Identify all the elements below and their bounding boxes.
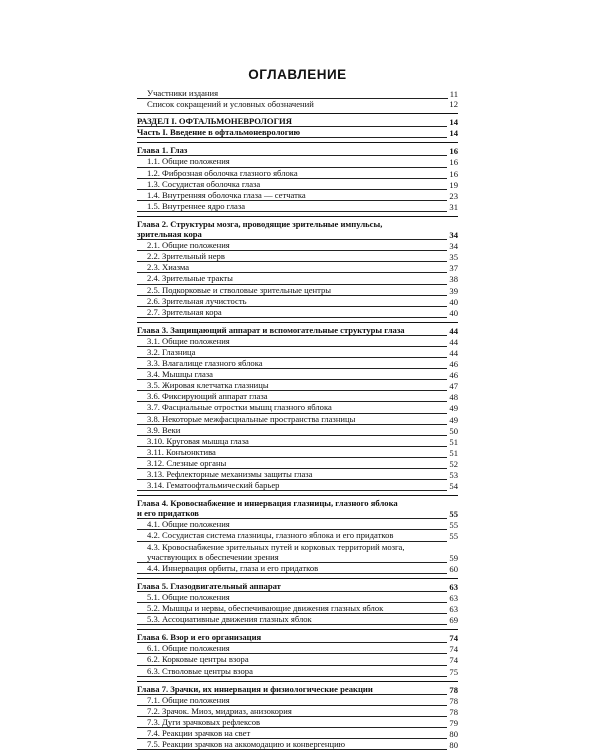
- toc-entry[interactable]: [137, 436, 458, 447]
- toc-entry-page-number: 19: [449, 179, 458, 190]
- toc-entry-title: 1.2. Фиброзная оболочка глазного яблока: [137, 168, 447, 179]
- toc-entry-page-number: 75: [449, 666, 458, 677]
- toc-entry[interactable]: [137, 447, 458, 458]
- toc-entry[interactable]: [137, 530, 458, 541]
- toc-entry-title: 3.1. Общие положения: [137, 336, 447, 347]
- toc-entry-page-number: 74: [449, 644, 458, 655]
- toc-entry-title: 2.3. Хиазма: [137, 262, 447, 273]
- toc-entry-page-number: 74: [449, 633, 458, 644]
- toc-entry-title: 2.1. Общие положения: [137, 240, 447, 251]
- toc-entry-page-number: 23: [449, 190, 458, 201]
- toc-entry-page-number: 40: [449, 307, 458, 318]
- toc-entry-title: 2.4. Зрительные тракты: [137, 273, 447, 284]
- toc-entry[interactable]: [137, 578, 458, 592]
- toc-entry[interactable]: [137, 336, 458, 347]
- toc-entry-title: 4.2. Сосудистая система глазницы, глазного яблока и его придатков: [137, 530, 447, 541]
- toc-entry-title: участвующих в обеспечении зрения: [137, 552, 447, 563]
- toc-entry-page-number: 16: [449, 157, 458, 168]
- toc-entry[interactable]: [137, 391, 458, 402]
- toc-entry-page-number: 55: [449, 520, 458, 531]
- toc-entry[interactable]: [137, 296, 458, 307]
- toc-entry[interactable]: [137, 179, 458, 190]
- toc-entry-page-number: 60: [449, 563, 458, 574]
- toc-entry-title: 3.14. Гематоофтальмический барьер: [137, 480, 447, 491]
- toc-entry-title: 6.2. Корковые центры взора: [137, 654, 447, 665]
- toc-entry[interactable]: [137, 229, 458, 240]
- toc-entry-title: Глава 2. Структуры мозга, проводящие зрительные импульсы,: [137, 218, 383, 229]
- toc-entry[interactable]: [137, 142, 458, 156]
- toc-entry-page-number: 78: [449, 706, 458, 717]
- toc-entry[interactable]: [137, 88, 458, 99]
- toc-entry[interactable]: [137, 380, 458, 391]
- toc-entry[interactable]: [137, 251, 458, 262]
- toc-entry[interactable]: [137, 99, 458, 109]
- toc-entry-page-number: 54: [449, 481, 458, 492]
- toc-entry-title: Глава 1. Глаз: [137, 145, 447, 156]
- toc-entry[interactable]: [137, 127, 458, 138]
- toc-entry-page-number: 12: [449, 99, 458, 110]
- toc-entry-page-number: 48: [449, 392, 458, 403]
- toc-entry-page-number: 79: [449, 717, 458, 728]
- toc-entry[interactable]: [137, 240, 458, 251]
- toc-entry[interactable]: [137, 495, 458, 508]
- toc-entry[interactable]: [137, 643, 458, 654]
- toc-entry-page-number: 34: [449, 241, 458, 252]
- toc-entry[interactable]: [137, 425, 458, 436]
- toc-entry-page-number: 63: [449, 581, 458, 592]
- toc-entry-page-number: 55: [449, 531, 458, 542]
- toc-entry-title: 7.2. Зрачок. Миоз, мидриаз, анизокория: [137, 706, 447, 717]
- toc-entry-title: 3.8. Некоторые межфасциальные пространства глазницы: [137, 414, 447, 425]
- toc-entry-title: Список сокращений и условных обозначений: [147, 99, 314, 110]
- toc-entry-title: 3.4. Мышцы глаза: [137, 369, 447, 380]
- toc-entry-page-number: 31: [449, 201, 458, 212]
- toc-entry-title: 3.3. Влагалище глазного яблока: [137, 358, 447, 369]
- toc-entry-title: 2.2. Зрительный нерв: [137, 251, 447, 262]
- toc-entry-page-number: 63: [449, 592, 458, 603]
- toc-entry-title: 1.1. Общие положения: [137, 156, 447, 167]
- toc-entry-page-number: 59: [449, 552, 458, 563]
- toc-entry-title: Глава 5. Глазодвигательный аппарат: [137, 581, 447, 592]
- toc-entry[interactable]: [137, 519, 458, 530]
- toc-entry-title: РАЗДЕЛ I. ОФТАЛЬМОНЕВРОЛОГИЯ: [137, 116, 447, 127]
- toc-entry[interactable]: [137, 322, 458, 336]
- toc-entry-title: 3.11. Конъюнктива: [137, 447, 447, 458]
- toc-entry-title: 3.7. Фасциальные отростки мышц глазного яблока: [137, 402, 447, 413]
- toc-entry[interactable]: [137, 629, 458, 643]
- toc-entry-title: 5.3. Ассоциативные движения глазных яблок: [137, 614, 447, 625]
- toc-entry-title: Глава 7. Зрачки, их иннервация и физиологические реакции: [137, 684, 447, 695]
- toc-entry-title: 3.6. Фиксирующий аппарат глаза: [137, 391, 447, 402]
- toc-entry[interactable]: [137, 369, 458, 380]
- toc-entry[interactable]: [137, 347, 458, 358]
- toc-entry[interactable]: [137, 542, 458, 552]
- toc-entry[interactable]: [137, 216, 458, 229]
- toc-entry-title: и его придатков: [137, 508, 447, 519]
- toc-entry-title: 7.3. Дуги зрачковых рефлексов: [137, 717, 447, 728]
- toc-entry[interactable]: [137, 190, 458, 201]
- table-of-contents: [137, 88, 458, 750]
- toc-entry-page-number: 55: [449, 509, 458, 520]
- toc-entry[interactable]: [137, 654, 458, 665]
- toc-entry-page-number: 51: [449, 436, 458, 447]
- toc-entry[interactable]: [137, 113, 458, 127]
- toc-entry-title: Участники издания: [137, 88, 448, 99]
- toc-entry[interactable]: [137, 614, 458, 625]
- toc-entry[interactable]: [137, 681, 458, 695]
- toc-entry-title: 6.1. Общие положения: [137, 643, 447, 654]
- toc-entry-page-number: 52: [449, 458, 458, 469]
- toc-entry-page-number: 49: [449, 403, 458, 414]
- toc-entry-page-number: 37: [449, 263, 458, 274]
- toc-entry[interactable]: [137, 508, 458, 519]
- toc-entry-page-number: 46: [449, 359, 458, 370]
- toc-entry[interactable]: [137, 706, 458, 717]
- toc-entry[interactable]: [137, 666, 458, 677]
- toc-entry[interactable]: [137, 563, 458, 574]
- toc-entry-title: 1.5. Внутреннее ядро глаза: [137, 201, 447, 212]
- toc-entry-page-number: 44: [449, 325, 458, 336]
- toc-entry[interactable]: [137, 273, 458, 284]
- toc-entry-title: 4.3. Кровоснабжение зрительных путей и корковых территорий мозга,: [147, 541, 405, 552]
- toc-entry-title: 7.1. Общие положения: [137, 695, 447, 706]
- toc-entry[interactable]: [137, 469, 458, 480]
- toc-entry-title: 3.2. Глазница: [137, 347, 447, 358]
- toc-entry[interactable]: [137, 458, 458, 469]
- page-title: ОГЛАВЛЕНИЕ: [248, 67, 347, 82]
- toc-entry-title: 2.5. Подкорковые и стволовые зрительные центры: [137, 285, 447, 296]
- toc-entry-page-number: 49: [449, 414, 458, 425]
- toc-entry-title: 3.10. Круговая мышца глаза: [137, 436, 447, 447]
- toc-entry-title: 3.13. Рефлекторные механизмы защиты глаза: [137, 469, 447, 480]
- toc-entry-title: Глава 4. Кровоснабжение и иннервация глазницы, глазного яблока: [137, 498, 398, 509]
- toc-entry-page-number: 80: [449, 740, 458, 750]
- toc-entry[interactable]: [137, 739, 458, 750]
- toc-entry-title: 4.4. Иннервация орбиты, глаза и его придатков: [137, 563, 447, 574]
- toc-entry[interactable]: [137, 695, 458, 706]
- toc-entry[interactable]: [137, 603, 458, 614]
- toc-entry-page-number: 44: [449, 347, 458, 358]
- toc-entry-title: Глава 6. Взор и его организация: [137, 632, 447, 643]
- toc-entry-title: 6.3. Стволовые центры взора: [137, 666, 447, 677]
- toc-entry-title: 7.5. Реакции зрачков на аккомодацию и конвергенцию: [137, 739, 447, 750]
- toc-entry[interactable]: [137, 728, 458, 739]
- toc-entry-page-number: 11: [449, 89, 458, 99]
- toc-entry[interactable]: [137, 262, 458, 273]
- toc-entry-page-number: 39: [449, 285, 458, 296]
- toc-entry-title: 5.2. Мышцы и нервы, обеспечивающие движения глазных яблок: [137, 603, 447, 614]
- toc-entry-title: 2.7. Зрительная кора: [137, 307, 447, 318]
- toc-entry[interactable]: [137, 414, 458, 425]
- toc-entry-page-number: 16: [449, 168, 458, 179]
- toc-entry-title: 3.9. Веки: [137, 425, 447, 436]
- toc-entry-page-number: 78: [449, 684, 458, 695]
- toc-entry-page-number: 47: [449, 381, 458, 392]
- toc-entry[interactable]: [137, 307, 458, 318]
- toc-entry[interactable]: [137, 168, 458, 179]
- toc-entry-title: Глава 3. Защищающий аппарат и вспомогательные структуры глаза: [137, 325, 447, 336]
- toc-entry-title: 4.1. Общие положения: [137, 519, 447, 530]
- toc-entry-title: 3.12. Слезные органы: [137, 458, 447, 469]
- toc-entry-page-number: 44: [449, 336, 458, 347]
- toc-entry[interactable]: [137, 480, 458, 491]
- toc-entry[interactable]: [137, 285, 458, 296]
- toc-entry-page-number: 16: [449, 146, 458, 157]
- toc-entry-page-number: 63: [449, 604, 458, 615]
- toc-entry-page-number: 78: [449, 695, 458, 706]
- toc-entry-page-number: 34: [449, 230, 458, 241]
- toc-entry-page-number: 69: [449, 615, 458, 626]
- toc-entry-page-number: 46: [449, 370, 458, 381]
- toc-entry-title: зрительная кора: [137, 229, 447, 240]
- toc-entry-page-number: 14: [449, 128, 458, 139]
- toc-entry-title: 1.3. Сосудистая оболочка глаза: [137, 179, 447, 190]
- toc-entry-page-number: 40: [449, 296, 458, 307]
- toc-entry-title: 7.4. Реакции зрачков на свет: [137, 728, 447, 739]
- toc-entry-page-number: 35: [449, 252, 458, 263]
- toc-entry-page-number: 51: [449, 447, 458, 458]
- toc-entry-title: 5.1. Общие положения: [137, 592, 447, 603]
- toc-entry-page-number: 53: [449, 470, 458, 480]
- toc-entry-page-number: 50: [449, 425, 458, 436]
- toc-entry-page-number: 14: [449, 117, 458, 128]
- toc-page: [137, 66, 458, 750]
- toc-entry-title: Часть I. Введение в офтальмоневрологию: [137, 127, 447, 138]
- toc-entry-page-number: 38: [449, 274, 458, 285]
- toc-entry[interactable]: [137, 552, 458, 563]
- toc-entry[interactable]: [137, 201, 458, 212]
- toc-entry-title: 3.5. Жировая клетчатка глазницы: [137, 380, 447, 391]
- toc-entry[interactable]: [137, 156, 458, 167]
- toc-entry-page-number: 80: [449, 728, 458, 739]
- toc-entry-title: 2.6. Зрительная лучистость: [137, 296, 447, 307]
- toc-entry[interactable]: [137, 592, 458, 603]
- toc-entry[interactable]: [137, 358, 458, 369]
- toc-entry[interactable]: [137, 402, 458, 413]
- toc-entry-title: 1.4. Внутренняя оболочка глаза — сетчатка: [137, 190, 447, 201]
- toc-entry-page-number: 74: [449, 655, 458, 666]
- toc-entry[interactable]: [137, 717, 458, 728]
